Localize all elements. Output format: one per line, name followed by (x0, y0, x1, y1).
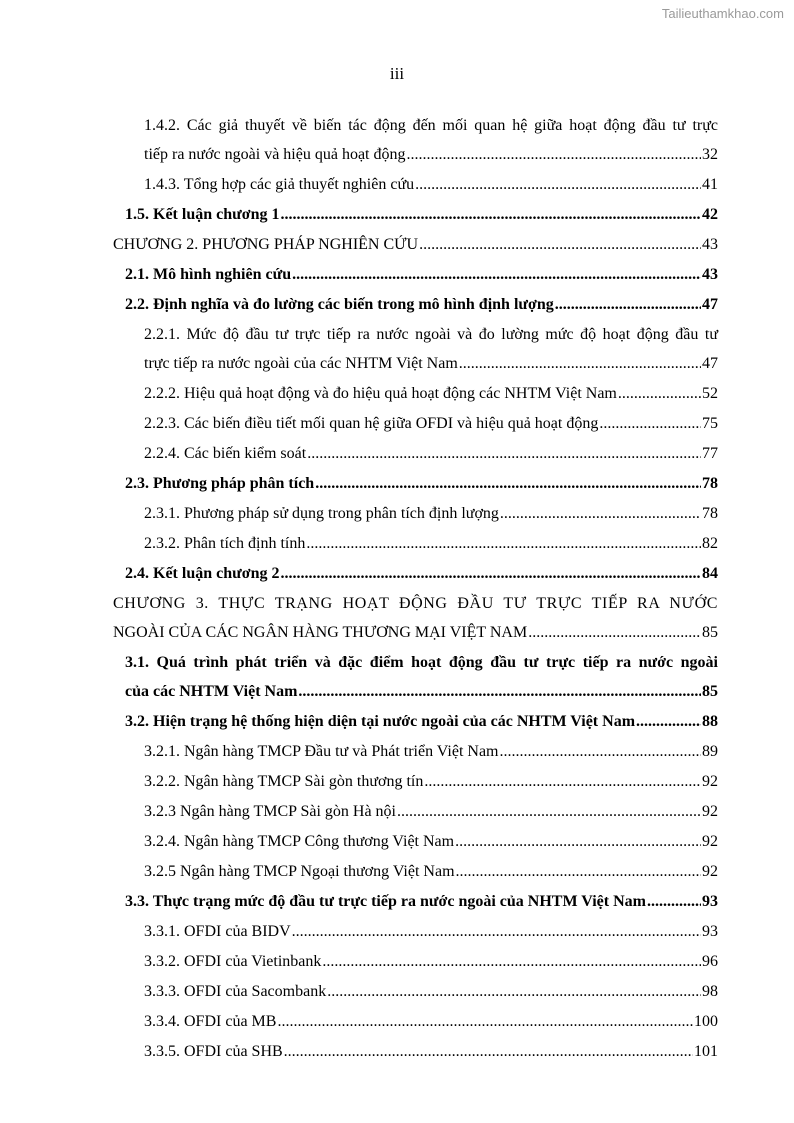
toc-entry-title: 2.3.2. Phân tích định tính (144, 535, 306, 552)
dot-leader (455, 827, 701, 856)
toc-entry-3-3-4[interactable] (113, 1007, 718, 1036)
toc-entry-2-3-1[interactable] (113, 499, 718, 528)
toc-entry-title-line1: 2.2.1. Mức độ đầu tư trực tiếp ra nước ngoài và đo lường mức độ hoạt động đầu tư (144, 326, 718, 343)
dot-leader (415, 170, 701, 199)
toc-entry-2-4[interactable] (113, 559, 718, 588)
toc-entry-title-line1: CHƯƠNG 3. THỰC TRẠNG HOẠT ĐỘNG ĐẦU TƯ TRỰC TIẾP RA NƯỚC (113, 595, 718, 612)
toc-entry-page: 92 (702, 803, 718, 820)
toc-entry-2-2-2[interactable] (113, 379, 718, 408)
dot-leader (284, 1037, 693, 1066)
toc-entry-3-2-5[interactable] (113, 857, 718, 886)
toc-entry-title: 2.1. Mô hình nghiên cứu (125, 266, 292, 283)
toc-entry-page: 77 (702, 445, 718, 462)
toc-entry-page: 89 (702, 743, 718, 760)
dot-leader (298, 677, 701, 706)
toc-entry-title: 1.5. Kết luận chương 1 (125, 206, 280, 223)
toc-entry-title: 3.3.1. OFDI của BIDV (144, 923, 291, 940)
toc-entry-title: 3.3.5. OFDI của SHB (144, 1043, 283, 1060)
toc-entry-title: 3.2. Hiện trạng hệ thống hiện diện tại nước ngoài của các NHTM Việt Nam (125, 713, 636, 730)
toc-entry-page: 43 (702, 266, 718, 283)
dot-leader (322, 947, 701, 976)
toc-entry-page: 47 (702, 296, 718, 313)
toc-entry-page: 47 (702, 355, 718, 372)
toc-entry-page: 78 (702, 505, 718, 522)
toc-entry-page: 92 (702, 773, 718, 790)
toc-entry-1-4-3[interactable] (113, 170, 718, 199)
toc-entry-page: 85 (702, 683, 718, 700)
toc-entry-title-line1: 3.1. Quá trình phát triển và đặc điểm hoạt động đầu tư trực tiếp ra nước ngoài (125, 654, 718, 671)
table-of-contents (113, 111, 718, 1067)
toc-entry-title: 2.2.4. Các biến kiểm soát (144, 445, 307, 462)
toc-entry-page: 42 (702, 206, 718, 223)
toc-entry-2-2[interactable] (113, 290, 718, 319)
dot-leader (292, 260, 701, 289)
toc-entry-title: 2.2.3. Các biến điều tiết mối quan hệ giữa OFDI và hiệu quả hoạt động (144, 415, 599, 432)
toc-entry-page: 41 (702, 176, 718, 193)
toc-entry-title-line2: của các NHTM Việt Nam (125, 683, 298, 700)
toc-entry-1-4-2[interactable] (113, 111, 718, 169)
toc-entry-2-2-4[interactable] (113, 439, 718, 468)
toc-entry-page: 96 (702, 953, 718, 970)
toc-entry-title: 1.4.3. Tổng hợp các giả thuyết nghiên cứu (144, 176, 415, 193)
toc-entry-title: 3.2.4. Ngân hàng TMCP Công thương Việt Nam (144, 833, 455, 850)
dot-leader (306, 529, 701, 558)
toc-entry-title: 2.4. Kết luận chương 2 (125, 565, 280, 582)
dot-leader (419, 230, 701, 259)
toc-entry-title: 2.3. Phương pháp phân tích (125, 475, 315, 492)
toc-entry-title-line2: trực tiếp ra nước ngoài của các NHTM Việt Nam (144, 355, 458, 372)
toc-entry-3-3-2[interactable] (113, 947, 718, 976)
toc-entry-title: 2.3.1. Phương pháp sử dụng trong phân tích định lượng (144, 505, 499, 522)
page-number: iii (389, 64, 405, 83)
toc-entry-3-2[interactable] (113, 707, 718, 736)
dot-leader (459, 349, 701, 378)
toc-entry-title: 2.2. Định nghĩa và đo lường các biến trong mô hình định lượng (125, 296, 554, 313)
dot-leader (280, 559, 701, 588)
toc-entry-3-1[interactable] (113, 648, 718, 706)
toc-entry-page: 98 (702, 983, 718, 1000)
toc-entry-title: 3.2.2. Ngân hàng TMCP Sài gòn thương tín (144, 773, 424, 790)
dot-leader (407, 140, 702, 169)
toc-entry-3-3-3[interactable] (113, 977, 718, 1006)
dot-leader (397, 797, 701, 826)
toc-entry-page: 84 (702, 565, 718, 582)
toc-entry-title-line2: NGOÀI CỦA CÁC NGÂN HÀNG THƯƠNG MẠI VIỆT NAM (113, 624, 528, 641)
toc-entry-ch3[interactable] (113, 589, 718, 647)
toc-entry-page: 92 (702, 863, 718, 880)
dot-leader (499, 737, 701, 766)
dot-leader (277, 1007, 693, 1036)
toc-entry-page: 100 (694, 1013, 718, 1030)
dot-leader (599, 409, 701, 438)
toc-entry-3-2-1[interactable] (113, 737, 718, 766)
dot-leader (307, 439, 701, 468)
toc-entry-page: 93 (702, 923, 718, 940)
toc-entry-title-line1: 1.4.2. Các giả thuyết về biến tác động đến mối quan hệ giữa hoạt động đầu tư trực (144, 117, 718, 134)
toc-entry-ch2[interactable] (113, 230, 718, 259)
toc-entry-page: 82 (702, 535, 718, 552)
toc-entry-page: 93 (702, 893, 718, 910)
toc-entry-3-3-5[interactable] (113, 1037, 718, 1066)
toc-entry-3-3-1[interactable] (113, 917, 718, 946)
dot-leader (424, 767, 701, 796)
toc-entry-3-2-3[interactable] (113, 797, 718, 826)
toc-entry-title: 3.3. Thực trạng mức độ đầu tư trực tiếp ra nước ngoài của NHTM Việt Nam (125, 893, 646, 910)
toc-entry-page: 85 (702, 624, 718, 641)
watermark: Tailieuthamkhao.com (661, 6, 784, 21)
dot-leader (456, 857, 701, 886)
toc-entry-2-3[interactable] (113, 469, 718, 498)
dot-leader (500, 499, 701, 528)
toc-entry-3-2-2[interactable] (113, 767, 718, 796)
toc-entry-3-3[interactable] (113, 887, 718, 916)
toc-entry-title: 3.3.3. OFDI của Sacombank (144, 983, 327, 1000)
dot-leader (280, 200, 701, 229)
toc-entry-page: 101 (694, 1043, 718, 1060)
toc-entry-page: 92 (702, 833, 718, 850)
toc-entry-2-3-2[interactable] (113, 529, 718, 558)
dot-leader (315, 469, 701, 498)
toc-entry-title-line2: tiếp ra nước ngoài và hiệu quả hoạt động (144, 146, 406, 163)
toc-entry-title: 3.3.4. OFDI của MB (144, 1013, 277, 1030)
toc-entry-2-1[interactable] (113, 260, 718, 289)
toc-entry-page: 52 (702, 385, 718, 402)
dot-leader (555, 290, 701, 319)
toc-entry-page: 43 (702, 236, 718, 253)
dot-leader (636, 707, 701, 736)
toc-entry-title: 2.2.2. Hiệu quả hoạt động và đo hiệu quả hoạt động các NHTM Việt Nam (144, 385, 617, 402)
toc-entry-title: 3.2.3 Ngân hàng TMCP Sài gòn Hà nội (144, 803, 396, 820)
dot-leader (292, 917, 701, 946)
toc-entry-page: 75 (702, 415, 718, 432)
toc-entry-title: 3.3.2. OFDI của Vietinbank (144, 953, 322, 970)
dot-leader (528, 618, 701, 647)
dot-leader (647, 887, 701, 916)
toc-entry-title: CHƯƠNG 2. PHƯƠNG PHÁP NGHIÊN CỨU (113, 236, 419, 253)
toc-entry-1-5[interactable] (113, 200, 718, 229)
toc-entry-title: 3.2.1. Ngân hàng TMCP Đầu tư và Phát triển Việt Nam (144, 743, 499, 760)
toc-entry-title: 3.2.5 Ngân hàng TMCP Ngoại thương Việt Nam (144, 863, 455, 880)
toc-entry-page: 78 (702, 475, 718, 492)
toc-entry-2-2-3[interactable] (113, 409, 718, 438)
toc-entry-page: 32 (702, 146, 718, 163)
toc-entry-2-2-1[interactable] (113, 320, 718, 378)
dot-leader (327, 977, 701, 1006)
toc-entry-3-2-4[interactable] (113, 827, 718, 856)
dot-leader (618, 379, 701, 408)
toc-entry-page: 88 (702, 713, 718, 730)
